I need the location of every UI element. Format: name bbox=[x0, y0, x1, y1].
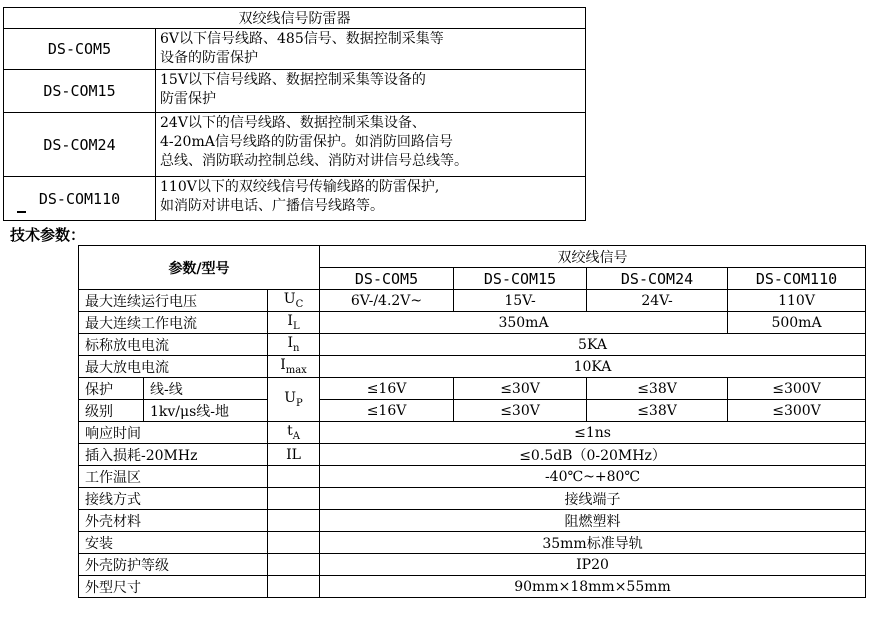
description-line: 110V以下的双绞线信号传输线路的防雷保护, bbox=[160, 179, 440, 195]
description-cell bbox=[156, 29, 586, 70]
param-symbol: $I_{max}$ bbox=[268, 356, 320, 378]
description-line: 6V以下信号线路、485信号、数据控制采集等 bbox=[160, 31, 444, 47]
value-cell: 24V- bbox=[587, 290, 728, 312]
param-label: 安装 bbox=[79, 532, 268, 554]
description-line: 24V以下的信号线路、数据控制采集设备、 bbox=[160, 115, 426, 131]
description-line: 防雷保护 bbox=[160, 91, 216, 107]
value-cell: 350mA bbox=[320, 312, 728, 334]
value-cell: ≤300V bbox=[728, 378, 866, 400]
param-symbol: $U_C$ bbox=[268, 290, 320, 312]
value-cell: 90mm×18mm×55mm bbox=[320, 576, 866, 598]
value-cell: ≤0.5dB（0-20MHz） bbox=[320, 444, 866, 466]
param-label: 最大连续工作电流 bbox=[79, 312, 268, 334]
value-cell: ≤30V bbox=[454, 378, 587, 400]
value-cell: ≤38V bbox=[587, 400, 728, 422]
spec-table bbox=[78, 245, 866, 598]
param-label: 最大连续运行电压 bbox=[79, 290, 268, 312]
model-cell: DS-COM15 bbox=[4, 70, 156, 113]
param-symbol: $t_A$ bbox=[268, 422, 320, 444]
param-label: 接线方式 bbox=[79, 488, 268, 510]
value-cell: ≤300V bbox=[728, 400, 866, 422]
param-label: 标称放电电流 bbox=[79, 334, 268, 356]
param-label: 外壳防护等级 bbox=[79, 554, 268, 576]
param-header: 参数/型号 bbox=[79, 246, 320, 290]
param-symbol: $I_n$ bbox=[268, 334, 320, 356]
value-cell: -40℃~+80℃ bbox=[320, 466, 866, 488]
value-cell: ≤16V bbox=[320, 400, 454, 422]
value-cell: ≤30V bbox=[454, 400, 587, 422]
value-cell: ≤38V bbox=[587, 378, 728, 400]
param-sublabel: 线-线 bbox=[144, 378, 268, 400]
model-header: DS-COM110 bbox=[728, 268, 866, 290]
value-cell: IP20 bbox=[320, 554, 866, 576]
param-label: 级别 bbox=[79, 400, 144, 422]
param-symbol bbox=[268, 554, 320, 576]
product-description-table bbox=[3, 7, 586, 221]
param-label: 插入损耗-20MHz bbox=[79, 444, 268, 466]
param-symbol bbox=[268, 510, 320, 532]
description-line: 15V以下信号线路、数据控制采集等设备的 bbox=[160, 72, 426, 88]
param-label: 最大放电电流 bbox=[79, 356, 268, 378]
description-cell bbox=[156, 70, 586, 113]
model-header: DS-COM24 bbox=[587, 268, 728, 290]
value-cell: 110V bbox=[728, 290, 866, 312]
param-symbol bbox=[268, 488, 320, 510]
param-symbol: $I_L$ bbox=[268, 312, 320, 334]
param-symbol: $U_P$ bbox=[268, 378, 320, 422]
model-cell: DS-COM110 bbox=[4, 177, 156, 221]
model-header: DS-COM15 bbox=[454, 268, 587, 290]
value-cell: 6V-/4.2V~ bbox=[320, 290, 454, 312]
param-symbol bbox=[268, 466, 320, 488]
description-line: 如消防对讲电话、广播信号线路等。 bbox=[160, 198, 384, 214]
description-cell bbox=[156, 113, 586, 177]
model-cell: DS-COM5 bbox=[4, 29, 156, 70]
param-symbol bbox=[268, 532, 320, 554]
param-symbol: IL bbox=[268, 444, 320, 466]
model-header: DS-COM5 bbox=[320, 268, 454, 290]
divider-mark bbox=[17, 211, 26, 213]
value-cell: 5KA bbox=[320, 334, 866, 356]
value-cell: 500mA bbox=[728, 312, 866, 334]
value-cell: 阻燃塑料 bbox=[320, 510, 866, 532]
group-header: 双绞线信号 bbox=[320, 246, 866, 268]
value-cell: 15V- bbox=[454, 290, 587, 312]
value-cell: 35mm标准导轨 bbox=[320, 532, 866, 554]
param-label: 保护 bbox=[79, 378, 144, 400]
value-cell: 接线端子 bbox=[320, 488, 866, 510]
param-label: 外型尺寸 bbox=[79, 576, 268, 598]
param-label: 外壳材料 bbox=[79, 510, 268, 532]
param-sublabel: 1kv/μs线-地 bbox=[144, 400, 268, 422]
section-heading: 技术参数： bbox=[10, 226, 86, 244]
value-cell: 10KA bbox=[320, 356, 866, 378]
model-cell: DS-COM24 bbox=[4, 113, 156, 177]
value-cell: ≤1ns bbox=[320, 422, 866, 444]
description-line: 4-20mA信号线路的防雷保护。如消防回路信号 bbox=[160, 134, 453, 150]
param-symbol bbox=[268, 576, 320, 598]
description-cell bbox=[156, 177, 586, 221]
table-title: 双绞线信号防雷器 bbox=[4, 8, 586, 29]
value-cell: ≤16V bbox=[320, 378, 454, 400]
param-label: 工作温区 bbox=[79, 466, 268, 488]
description-line: 总线、消防联动控制总线、消防对讲信号总线等。 bbox=[160, 153, 468, 169]
description-line: 设备的防雷保护 bbox=[160, 50, 258, 66]
param-label: 响应时间 bbox=[79, 422, 268, 444]
